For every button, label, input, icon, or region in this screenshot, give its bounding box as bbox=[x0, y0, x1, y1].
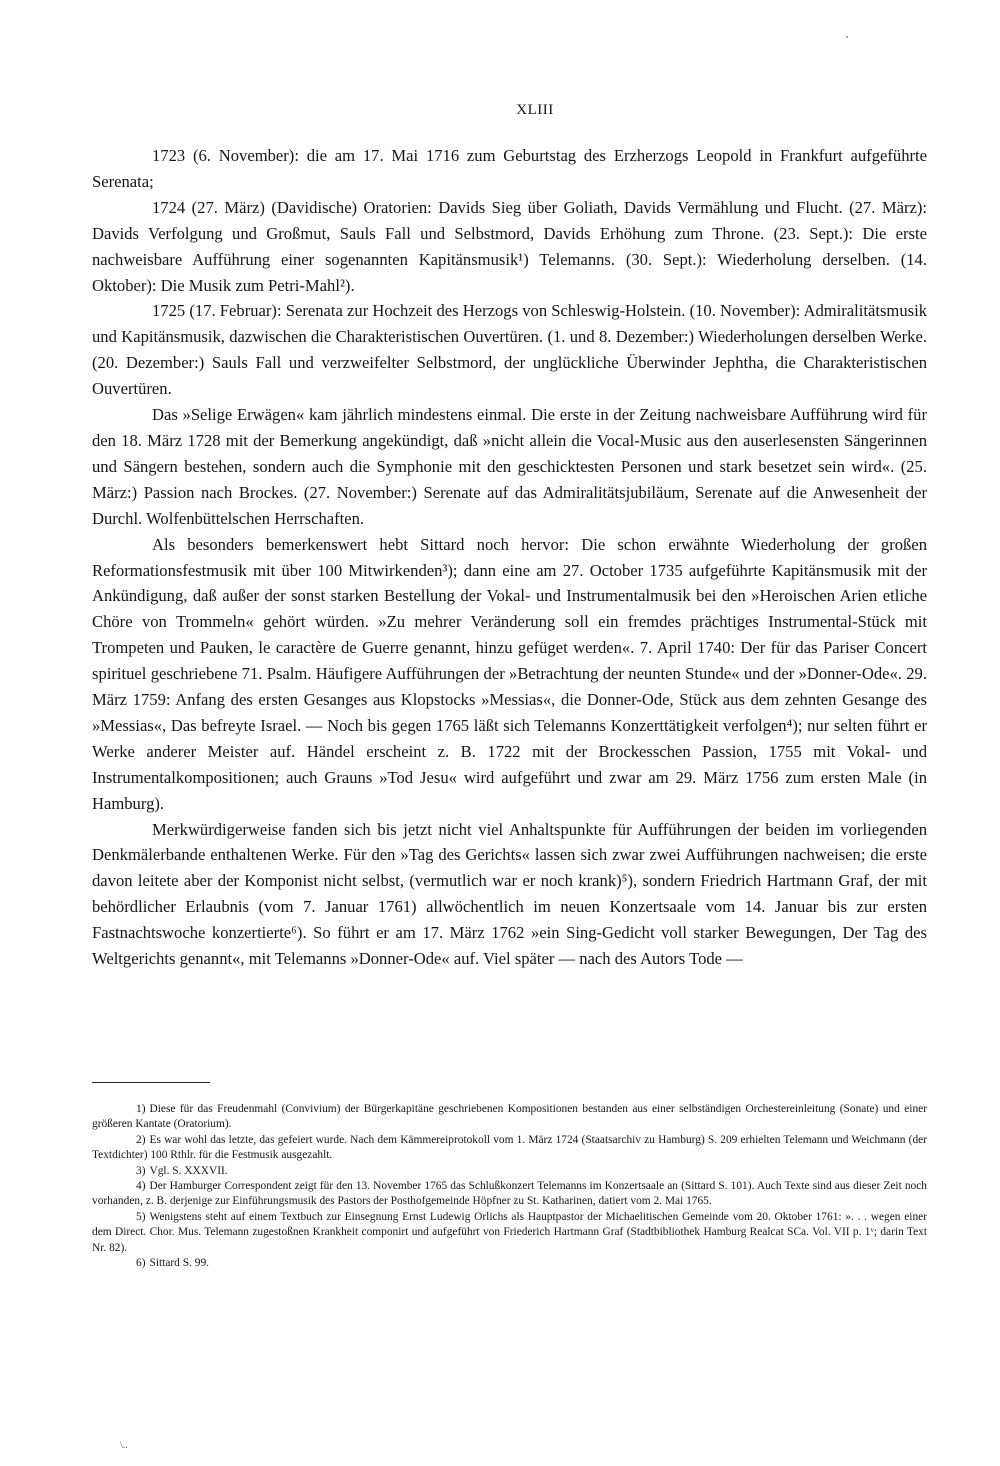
paragraph-1724: 1724 (27. März) (Davidische) Oratorien: Davids Sieg über Goliath, Davids Vermählung und Flucht. (27. März): Davids Verfolgung und Großmut, Sauls Fall und Selbstmord, Davids Erhöhung zum Throne. (23. Sept.): Die erste nachweisbare Aufführung einer sogenannten Kapitänsmusik¹) Telemanns. (30. Sept.): Wiederholung derselben. (14. Oktober): Die Musik zum Petri-Mahl²). bbox=[92, 197, 927, 295]
paragraph-selige-erwaegen: Das »Selige Erwägen« kam jährlich mindestens einmal. Die erste in der Zeitung nachweisbare Aufführung wird für den 18. März 1728 mit der Bemerkung angekündigt, daß »nicht allein die Vocal-Music aus den auserlesensten Sängerinnen und Sängern bestehen, sondern auch die Symphonie mit den geschicktesten Personen und stark besetzet sein wird«. (25. März:) Passion nach Brockes. (27. November:) Serenate auf das Admiralitätsjubiläum, Serenate auf die Anwesenheit der Durchl. Wolfenbüttelschen Herrschaften. bbox=[92, 405, 927, 528]
footnote-number: 4) bbox=[136, 1180, 146, 1193]
page-number: XLIII bbox=[516, 102, 554, 118]
footnote-5 bbox=[92, 1210, 927, 1256]
footnotes bbox=[92, 1102, 927, 1271]
footnote-1 bbox=[92, 1102, 927, 1133]
footnote-3 bbox=[92, 1164, 927, 1179]
footnote-text: Sittard S. 99. bbox=[149, 1257, 209, 1270]
paragraph-sittard: Als besonders bemerkenswert hebt Sittard noch hervor: Die schon erwähnte Wiederholung der großen Reformationsfestmusik mit über 100 Mitwirkenden³); dann eine am 27. October 1735 aufgeführte Kapitänsmusik mit der Ankündigung, daß außer der sonst starken Bestellung der Vokal- und Instrumentalmusik bei den »Heroischen Arien etliche Chöre von Trommeln« gehört würden. »Zu mehrer Veränderung soll ein fremdes prächtiges Instrumental-Stück mit Trompeten und Pauken, le caractère de Guerre genannt, hinzu gefüget werden«. 7. April 1740: Der für das Pariser Concert spirituel geschriebene 71. Psalm. Häufigere Aufführungen der »Betrachtung der neunten Stunde« und der »Donner-Ode«. 29. März 1759: Anfang des ersten Gesanges aus Klopstocks »Messias«, die Donner-Ode, Stück aus dem zehnten Gesange des »Messias«, Das befreyte Israel. — Noch bis gegen 1765 läßt sich Telemanns Konzerttätigkeit verfolgen⁴); nur selten führt er Werke anderer Meister auf. Händel erscheint z. B. 1722 mit der Brockesschen Passion, 1755 mit Vokal- und Instrumentalkompositionen; auch Grauns »Tod Jesu« wird aufgeführt und zwar am 29. März 1756 zum ersten Male (in Hamburg). bbox=[92, 534, 927, 813]
paragraph-1723: 1723 (6. November): die am 17. Mai 1716 zum Geburtstag des Erzherzogs Leopold in Frankfurt aufgeführte Serenata; bbox=[92, 146, 927, 191]
footnote-number: 3) bbox=[136, 1164, 146, 1177]
paragraph-merkwuerdigerweise: Merkwürdigerweise fanden sich bis jetzt nicht viel Anhaltspunkte für Aufführungen der beiden im vorliegenden Denkmälerbande enthaltenen Werke. Für den »Tag des Gerichts« lassen sich zwar zwei Aufführungen nachweisen; die erste davon leitete aber der Komponist nicht selbst, (vermutlich war er noch krank)⁵), sondern Friedrich Hartmann Graf, der mit behördlicher Erlaubnis (vom 7. Januar 1761) allwöchentlich im neuen Konzertsaale vom 14. Januar bis zur ersten Fastnachtswoche konzertierte⁶). So führt er am 17. März 1762 »ein Sing-Gedicht voll starker Bewegungen, Der Tag des Weltgerichts genannt«, mit Telemanns »Donner-Ode« auf. Viel später — nach des Autors Tode — bbox=[92, 819, 927, 969]
footnote-4 bbox=[92, 1179, 927, 1210]
footnote-text: Der Hamburger Correspondent zeigt für den 13. November 1765 das Schlußkonzert Telemanns im Konzertsaale an (Sittard S. 101). Auch Texte sind aus dieser Zeit noch vorhanden, z. B. derjenige zur Einführungsmusik des Pastors der Posthofgemeinde Höpfner zu St. Katharinen, datiert vom 2. Mai 1765. bbox=[92, 1180, 927, 1208]
footnote-text: Wenigstens steht auf einem Textbuch zur Einsegnung Ernst Ludewig Orlichs als Hauptpastor der Michaelitischen Gemeinde vom 20. Oktober 1761: ». . . wegen einer dem Direct. Chor. Mus. Telemann zugestoßnen Krankheit componirt und aufgeführt von Friederich Hartmann Graf (Stadtbibliothek Hamburg Realcat SCa. Vol. VII p. 1ᵛ; darin Text Nr. 82). bbox=[92, 1210, 927, 1254]
footnote-2 bbox=[92, 1133, 927, 1164]
footnote-number: 2) bbox=[136, 1133, 146, 1146]
main-text bbox=[92, 143, 927, 972]
bottom-mark: \.. bbox=[120, 1440, 128, 1451]
footnote-text: Diese für das Freudenmahl (Convivium) der Bürgerkapitäne geschriebenen Kompositionen bestanden aus einer selbständigen Orchestereinleitung (Sonate) und einer größeren Kantate (Oratorium). bbox=[92, 1103, 927, 1131]
footnote-text: Es war wohl das letzte, das gefeiert wurde. Nach dem Kämmereiprotokoll vom 1. März 1724 (Staatsarchiv zu Hamburg) S. 209 erhielten Telemann und Weichmann (der Textdichter) 100 Rthlr. für die Festmusik ausgezahlt. bbox=[92, 1133, 927, 1162]
footnote-text: Vgl. S. XXXVII. bbox=[149, 1164, 228, 1177]
footnote-number: 5) bbox=[136, 1210, 146, 1223]
paragraph-1725: 1725 (17. Februar): Serenata zur Hochzeit des Herzogs von Schleswig-Holstein. (10. November): Admiralitätsmusik und Kapitänsmusik, dazwischen die Charakteristischen Ouvertüren. (1. und 8. Dezember:) Wiederholungen derselben Werke. (20. Dezember:) Sauls Fall und verzweifelter Selbstmord, der unglückliche Überwinder Jephtha, die Charakteristischen Ouvertüren. bbox=[92, 301, 927, 399]
footnote-rule bbox=[92, 1082, 210, 1083]
footnote-6 bbox=[92, 1256, 927, 1271]
footnote-number: 1) bbox=[136, 1103, 146, 1115]
page-speck bbox=[846, 36, 848, 38]
footnote-number: 6) bbox=[136, 1257, 146, 1270]
